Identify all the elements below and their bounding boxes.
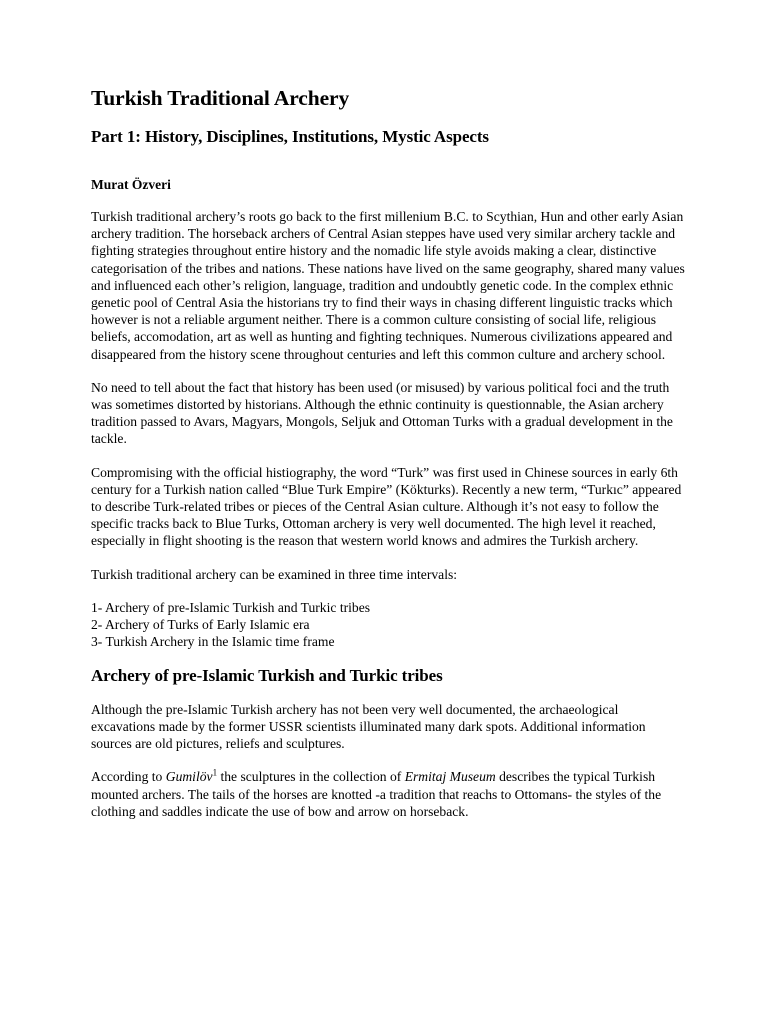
paragraph-pre-islamic: Although the pre-Islamic Turkish archery has not been very well documented, the archaeological excavations made by the former USSR scientists illuminated many dark spots. Additional information sources are old pictures, reliefs and sculptures. [91,701,646,752]
paragraph-intro: Turkish traditional archery’s roots go back to the first millenium B.C. to Scythian, Hun and other early Asian archery tradition. The horseback archers of Central Asian steppes have used very similar archery tackle and fighting strategies throughout entire history and the nomadic life style avoids making a clear, distinctive categorisation of the tribes and nations. These nations have lived on the same geography, shared many values and influenced each other’s religion, language, tradition and undoubtly genetic code. In the complex ethnic genetic pool of Central Asia the historians try to find their ways in chasing different linguistic tracks which however is not a reliable argument neither. There is a common culture consisting of social life, religious beliefs, accomodation, art as well as hunting and fighting techniques. Numerous civilizations appeared and disappeared from the history scene throughout centuries and left this common culture and archery school. [91,209,685,362]
paragraph-gumilov [91,768,685,820]
paragraph-histiography: Compromising with the official histiography, the word “Turk” was first used in Chinese sources in early 6th century for a Turkish nation called “Blue Turk Empire” (Kökturks). Recently a new term, “Turkıc” appeared to describe Turk-related tribes or pieces of the Central Asian culture. Although it’s not easy to follow the specific tracks back to Blue Turks, Ottoman archery is very well documented. The high level it reached, especially in flight shooting is the reason that western world knows and admires the Turkish archery. [91,464,682,549]
list-item: 1- Archery of pre-Islamic Turkish and Turkic tribes [91,599,371,615]
footnote-ref: 1 [212,767,218,778]
author-name: Murat Özveri [91,177,171,192]
p6-lead: According to [91,769,166,785]
source-name: Gumilöv [165,769,213,785]
list-item: 3- Turkish Archery in the Islamic time frame [91,633,335,649]
section-heading: Archery of pre-Islamic Turkish and Turkic tribes [91,665,443,685]
time-interval-list [91,599,685,650]
p6-tail: describes the typical Turkish mounted archers. The tails of the horses are knotted -a tradition that reachs to Ottomans- the styles of the clothing and saddles indicate the use of bow and arrow on horseback. [91,769,662,819]
museum-name: Ermitaj Museum [404,769,496,785]
p6-mid: the sculptures in the collection of [217,769,405,785]
list-item: 2- Archery of Turks of Early Islamic era [91,616,310,632]
document-subtitle: Part 1: History, Disciplines, Institutions, Mystic Aspects [91,127,489,146]
paragraph-time-intervals: Turkish traditional archery can be examined in three time intervals: [91,566,458,582]
document-page [91,84,685,820]
paragraph-history-use: No need to tell about the fact that history has been used (or misused) by various political foci and the truth was sometimes distorted by historians. Although the ethnic continuity is questionnable, the Asian archery tradition passed to Avars, Magyars, Mongols, Seljuk and Ottoman Turks with a gradual development in the tackle. [91,379,673,447]
document-title: Turkish Traditional Archery [91,86,350,110]
